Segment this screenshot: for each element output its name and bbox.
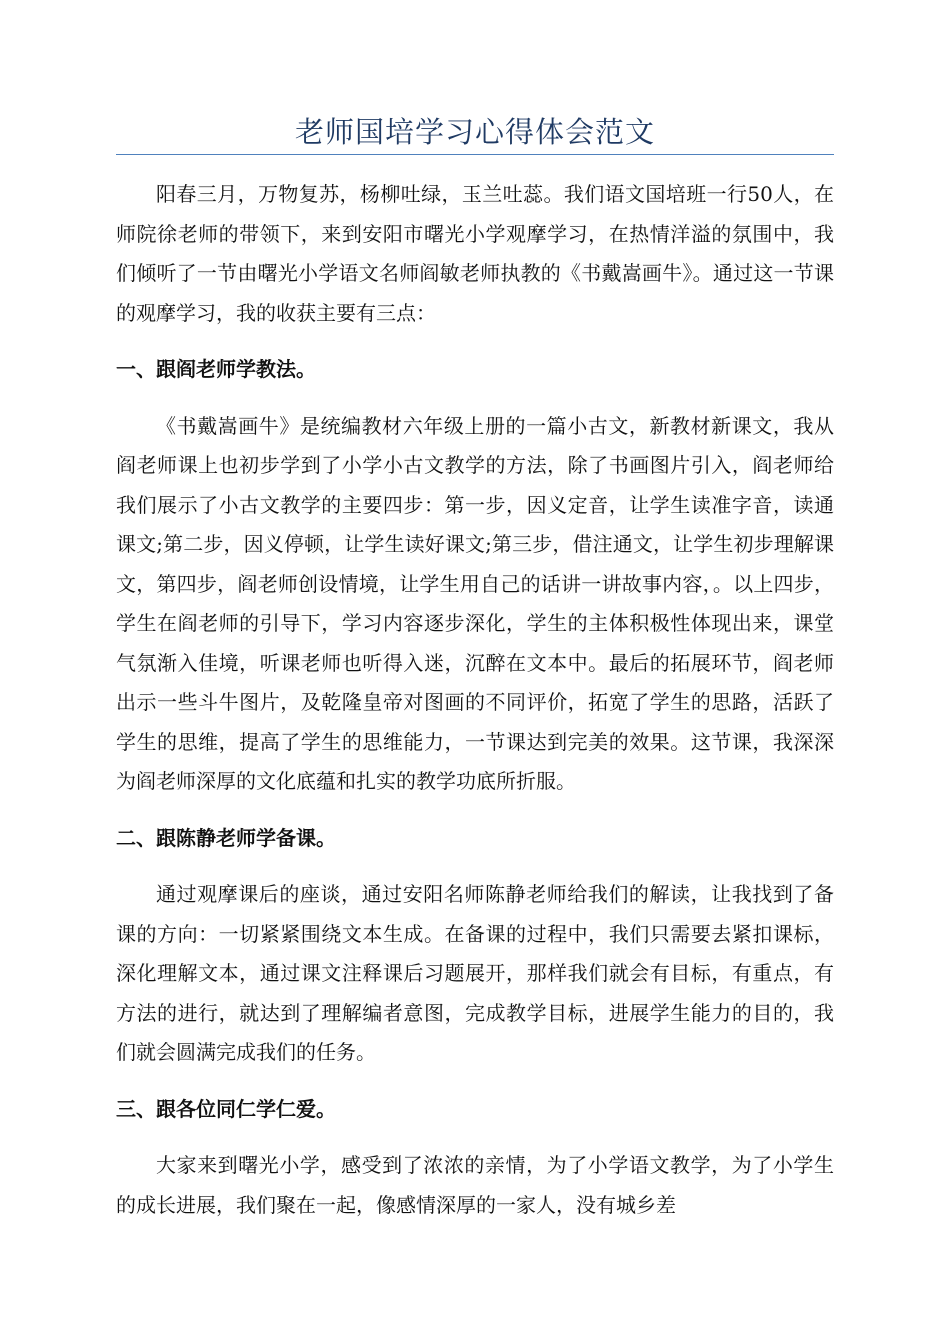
section-heading-1: 一、跟阎老师学教法。	[116, 357, 316, 381]
title-underline	[116, 154, 834, 155]
section-heading-2: 二、跟陈静老师学备课。	[116, 825, 336, 850]
document-title: 老师国培学习心得体会范文	[294, 115, 655, 149]
section-heading-3: 三、跟各位同仁学仁爱。	[116, 1096, 336, 1121]
paragraph-section-3: 大家来到曙光小学，感受到了浓浓的亲情，为了小学语文教学，为了小学生的成长进展，我们聚在一起，像感情深厚的一家人，没有城乡差	[116, 1153, 834, 1217]
paragraph-section-2: 通过观摩课后的座谈，通过安阳名师陈静老师给我们的解读，让我找到了备课的方向：一切紧紧围绕文本生成。在备课的过程中，我们只需要去紧扣课标，深化理解文本，通过课文注释课后习题展开，那样我们就会有目标，有重点，有方法的进行，就达到了理解编者意图，完成教学目标，进展学生能力的目的，我们就会圆满完成我们的任务。	[116, 882, 834, 1064]
paragraph-section-1: 《书戴嵩画牛》是统编教材六年级上册的一篇小古文，新教材新课文，我从阎老师课上也初步学到了小学小古文教学的方法，除了书画图片引入，阎老师给我们展示了小古文教学的主要四步：第一步，因义定音，让学生读准字音，读通课文;第二步，因义停顿，让学生读好课文;第三步，借注通文，让学生初步理解课文，第四步，阎老师创设情境，让学生用自己的话讲一讲故事内容，。以上四步，学生在阎老师的引导下，学习内容逐步深化，学生的主体积极性体现出来，课堂气氛渐入佳境，听课老师也听得入迷，沉醉在文本中。最后的拓展环节，阎老师出示一些斗牛图片，及乾隆皇帝对图画的不同评价，拓宽了学生的思路，活跃了学生的思维，提高了学生的思维能力，一节课达到完美的效果。这节课，我深深为阎老师深厚的文化底蕴和扎实的教学功底所折服。	[116, 413, 834, 793]
document-body	[116, 175, 834, 1225]
paragraph-intro: 阳春三月，万物复苏，杨柳吐绿，玉兰吐蕊。我们语文国培班一行50人，在师院徐老师的带领下，来到安阳市曙光小学观摩学习，在热情洋溢的氛围中，我们倾听了一节由曙光小学语文名师阎敏老师执教的《书戴嵩画牛》。通过这一节课的观摩学习，我的收获主要有三点：	[116, 182, 834, 325]
